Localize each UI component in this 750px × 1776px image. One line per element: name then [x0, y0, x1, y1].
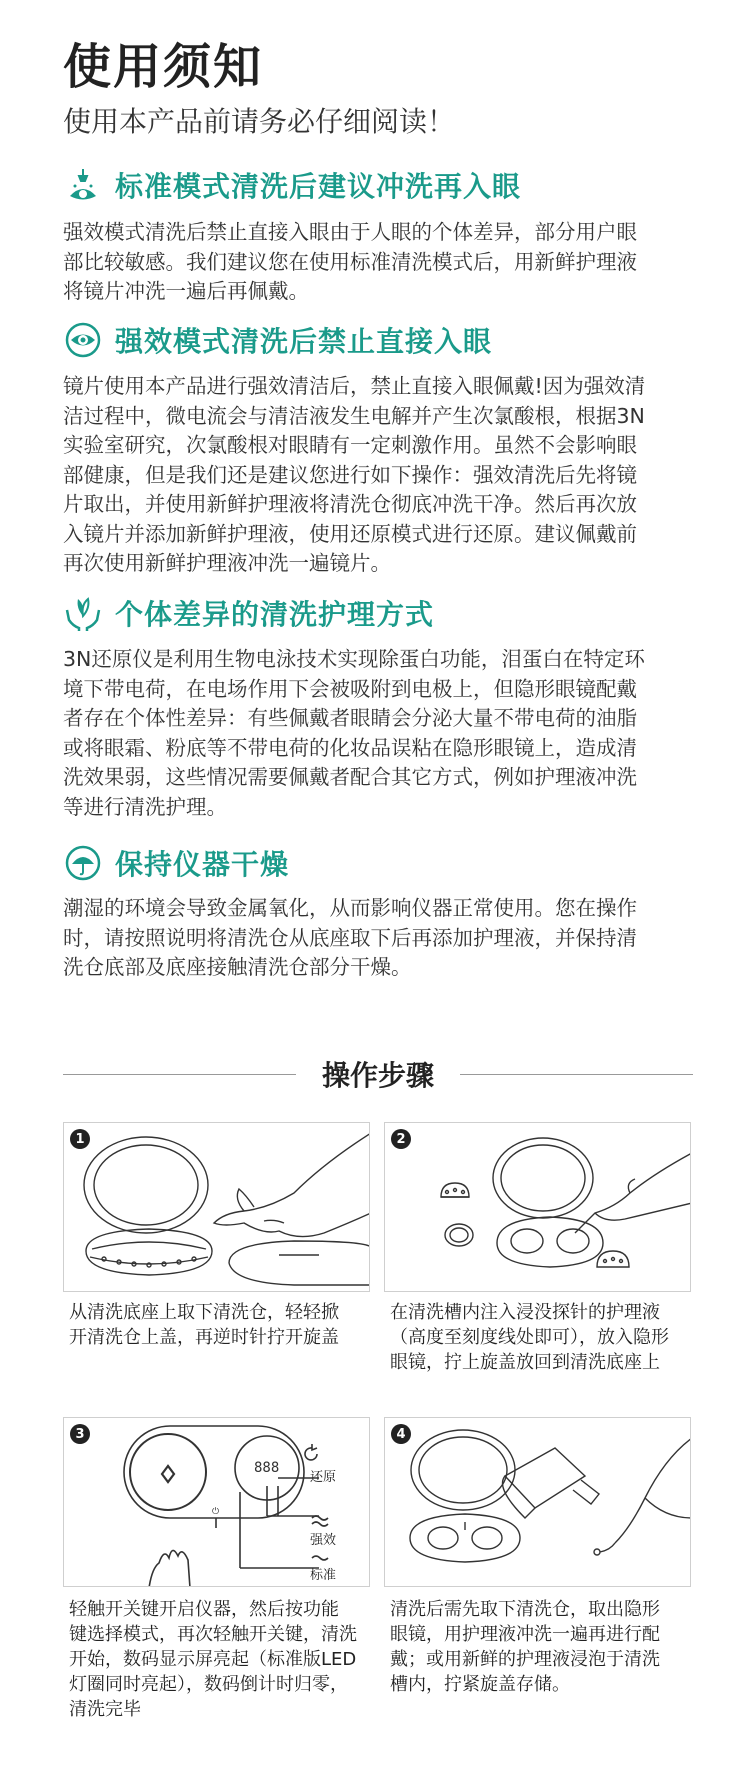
- para-line: 强效模式清洗后禁止直接入眼由于人眼的个体差异，部分用户眼: [63, 220, 637, 244]
- para-line: 镜片使用本产品进行强效清洁后，禁止直接入眼佩戴!因为强效清: [63, 374, 646, 398]
- steps-title: 操作步骤: [322, 1059, 435, 1092]
- standard-mode-icon: [312, 1556, 328, 1560]
- section-strong-mode-body: [63, 372, 693, 579]
- para-line: 时，请按照说明将清洗仓从底座取下后再添加护理液，并保持清: [63, 925, 637, 950]
- step-number: 3: [70, 1424, 90, 1444]
- para-line: 或将眼霜、粉底等不带电荷的化妆品误粘在隐形眼镜上，造成清: [63, 735, 637, 760]
- step-3-illustration: [63, 1417, 370, 1587]
- section-standard-mode-heading: [63, 165, 521, 205]
- step-4-illustration: [384, 1417, 691, 1587]
- mode-label-restore: 还原: [310, 1470, 337, 1485]
- step-number: 1: [70, 1129, 90, 1149]
- caption-line: 从清洗底座上取下清洗仓，轻轻掀: [69, 1302, 339, 1323]
- divider: [63, 1074, 296, 1075]
- strong-mode-icon: [312, 1516, 328, 1526]
- caption-line: 戴；或用新鲜的护理液浸泡于清洗: [390, 1649, 660, 1670]
- section-heading: 强效模式清洗后禁止直接入眼: [115, 325, 493, 358]
- para-line: 潮湿的环境会导致金属氧化，从而影响仪器正常使用。您在操作: [63, 896, 637, 920]
- section-keep-dry-heading: [63, 843, 289, 883]
- hands-leaf-icon: [63, 593, 103, 633]
- para-line: 将镜片冲洗一遍后再佩戴。: [63, 279, 309, 303]
- eye-icon: [63, 320, 103, 360]
- para-line: 洗效果弱，这些情况需要佩戴者配合其它方式，例如护理液冲洗: [63, 765, 637, 789]
- para-line: 洁过程中，微电流会与清洁液发生电解并产生次氯酸根，根据3N: [63, 403, 645, 428]
- para-line: 等进行清洗护理。: [63, 794, 227, 819]
- step-number: 4: [391, 1424, 411, 1444]
- caption-line: 槽内，拧紧旋盖存储。: [390, 1674, 570, 1695]
- step-2-caption: [390, 1300, 700, 1375]
- rinse-lens-illustration: [385, 1418, 691, 1587]
- para-line: 片取出，并使用新鲜护理液将清洗仓彻底冲洗干净。然后再次放: [63, 492, 637, 516]
- device-panel-illustration: [64, 1418, 370, 1587]
- para-line: 实验室研究，次氯酸根对眼睛有一定刺激作用。虽然不会影响眼: [63, 433, 637, 457]
- section-strong-mode-heading: [63, 320, 492, 360]
- step-2-illustration: [384, 1122, 691, 1292]
- step-4-caption: [390, 1597, 700, 1697]
- para-line: 3N还原仪是利用生物电泳技术实现除蛋白功能，泪蛋白在特定环: [63, 647, 645, 671]
- caption-line: 眼镜，用护理液冲洗一遍再进行配: [390, 1624, 660, 1645]
- restore-mode-icon: [305, 1444, 317, 1460]
- case-opening-illustration: [64, 1123, 370, 1292]
- section-individual-diff-heading: [63, 593, 434, 633]
- display-readout: 888: [254, 1460, 280, 1476]
- para-line: 部健康，但是我们还是建议您进行如下操作：强效清洗后先将镜: [63, 462, 637, 487]
- caption-line: 灯圈同时亮起），数码倒计时归零，: [69, 1674, 348, 1695]
- step-3-caption: [69, 1597, 379, 1722]
- svg-text:⏻: ⏻: [212, 1507, 220, 1517]
- steps-heading: [63, 1054, 693, 1094]
- divider: [460, 1074, 693, 1075]
- caption-line: 轻触开关键开启仪器，然后按功能: [69, 1599, 339, 1620]
- caption-line: 清洗后需先取下清洗仓，取出隐形: [390, 1599, 660, 1620]
- step-number: 2: [391, 1129, 411, 1149]
- section-heading: 个体差异的清洗护理方式: [115, 598, 435, 631]
- para-line: 入镜片并添加新鲜护理液，使用还原模式进行还原。建议佩戴前: [63, 521, 637, 546]
- section-keep-dry-body: [63, 894, 693, 983]
- step-1-illustration: [63, 1122, 370, 1292]
- caption-line: 开始，数码显示屏亮起（标准版LED: [69, 1649, 357, 1670]
- fill-solution-illustration: [385, 1123, 691, 1292]
- section-standard-mode-body: [63, 218, 693, 307]
- section-heading: 保持仪器干燥: [115, 848, 290, 881]
- dropper-eye-icon: [63, 165, 103, 205]
- para-line: 洗仓底部及底座接触清洗仓部分干燥。: [63, 955, 412, 979]
- step-1-caption: [69, 1300, 379, 1350]
- para-line: 境下带电荷，在电场作用下会被吸附到电极上，但隐形眼镜配戴: [63, 676, 637, 701]
- mode-label-standard: 标准: [310, 1568, 337, 1583]
- caption-line: 键选择模式，再次轻触开关键，清洗: [69, 1624, 357, 1645]
- section-heading: 标准模式清洗后建议冲洗再入眼: [115, 170, 522, 203]
- section-individual-diff-body: [63, 645, 693, 822]
- caption-line: 眼镜，拧上旋盖放回到清洗底座上: [390, 1352, 660, 1373]
- caption-line: 清洗完毕: [69, 1699, 141, 1720]
- mode-label-strong: 强效: [310, 1533, 337, 1548]
- caption-line: 开清洗仓上盖，再逆时针拧开旋盖: [69, 1327, 339, 1348]
- para-line: 再次使用新鲜护理液冲洗一遍镜片。: [63, 551, 391, 575]
- para-line: 者存在个体性差异：有些佩戴者眼睛会分泌大量不带电荷的油脂: [63, 706, 637, 730]
- caption-line: （高度至刻度线处即可），放入隐形: [390, 1327, 669, 1348]
- caption-line: 在清洗槽内注入浸没探针的护理液: [390, 1302, 660, 1323]
- para-line: 部比较敏感。我们建议您在使用标准清洗模式后，用新鲜护理液: [63, 249, 637, 274]
- page-title: 使用须知: [63, 39, 264, 95]
- umbrella-icon: [63, 843, 103, 883]
- page-subtitle: 使用本产品前请务必仔细阅读！: [63, 105, 456, 138]
